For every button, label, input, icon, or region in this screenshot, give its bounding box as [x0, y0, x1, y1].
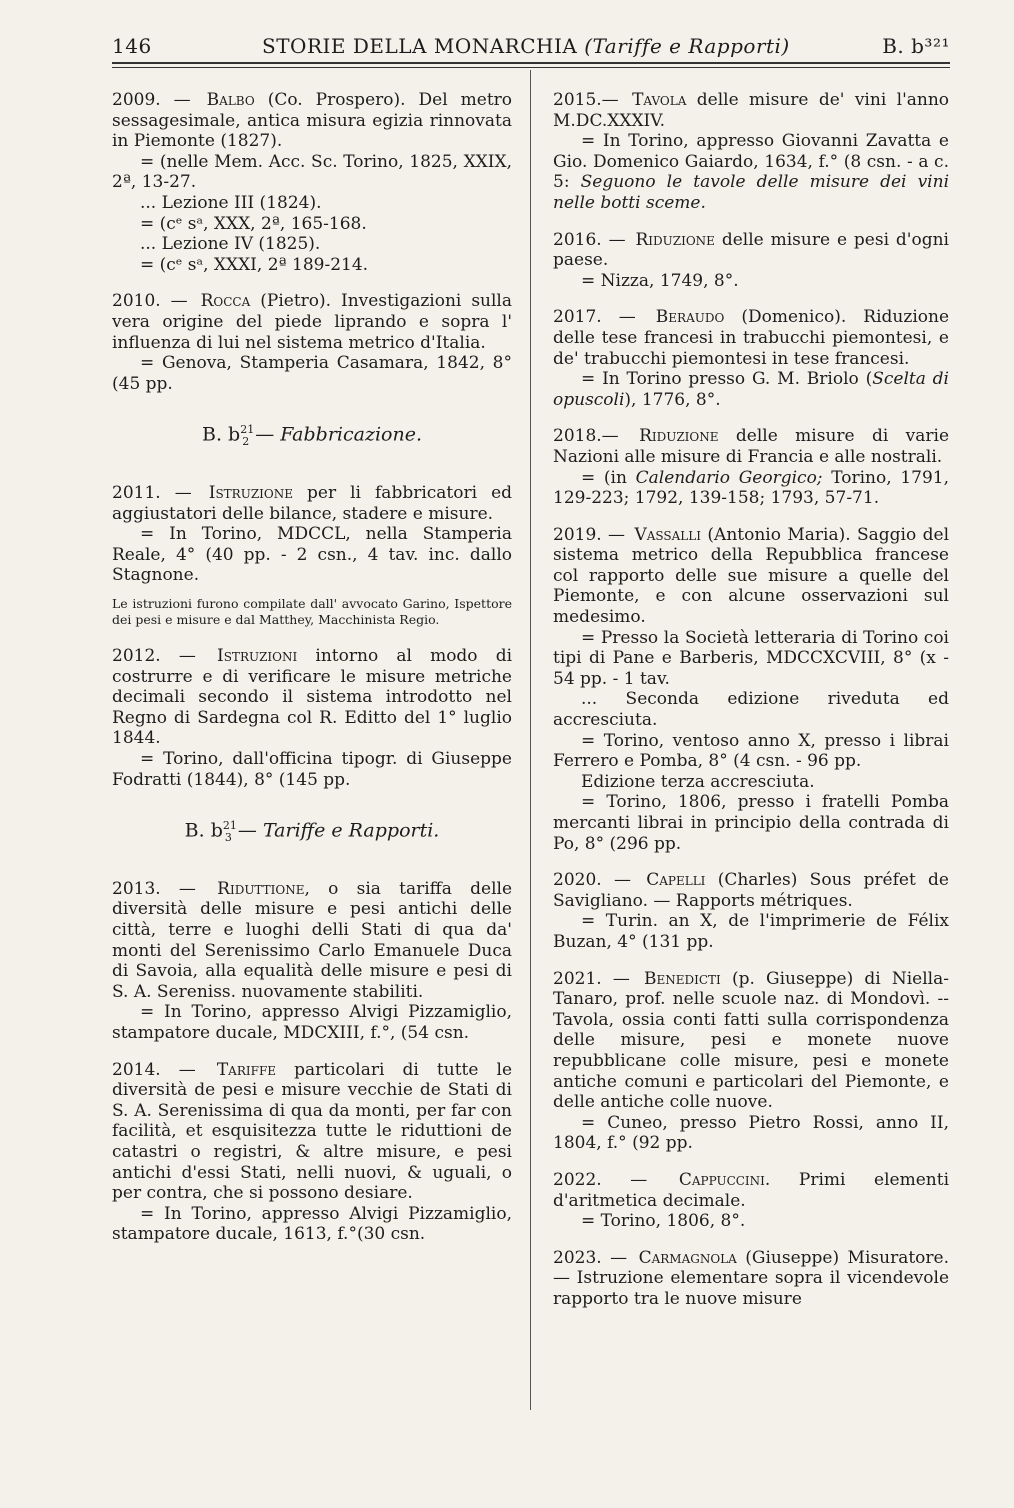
header-rule-thin	[112, 67, 950, 68]
entry-author: Tariffe	[216, 1059, 277, 1080]
section-heading-fabbricazione: B. $b^{21}_2$ — Fabbricazione.	[201, 423, 423, 449]
entry-2009: 2009. — Balbo (Co. Prospero). Del metro sessagesimale, antica misura egizia rinnovata in Piemonte (1827). = (nelle Mem. Acc. Sc. Torino, 1825, XXIX, 2ª, 13-27. ... Lezione III (1824). = (cᵉ sᵃ, XXX, 2ª, 165-168. ... Lezione IV (1825). = (cᵉ sᵃ, XXXI, 2ª 189-214.	[112, 90, 513, 275]
entry-author: Benedicti	[643, 968, 721, 989]
entry-2020: 2020. — Capelli (Charles) Sous préfet de Savigliano. — Rapports métriques. = Turin. an X, de l'imprimerie de Félix Buzan, 4° (131 pp.	[553, 870, 949, 952]
entry-author: Cappuccini.	[678, 1169, 771, 1190]
entry-2018: 2018.— Riduzione delle misure di varie Nazioni alle misure di Francia e alle nostrali. = (in Calendario Georgico; Torino, 1791, 129-223; 1792, 139-158; 1793, 57-71.	[553, 426, 950, 509]
entry-author: Vassalli	[634, 524, 701, 545]
entry-author: Istruzione	[208, 483, 293, 504]
entry-2015: 2015.— Tavola delle misure de' vini l'anno M.DC.XXXIV. = In Torino, appresso Giovanni Zavatta e Gio. Domenico Gaiardo, 1634, f.° (8 csn. - a c. 5: Seguono le tavole delle misure dei vini nelle botti sceme.	[553, 90, 950, 213]
entry-author: Istruzioni	[217, 646, 298, 666]
entry-author: Carmagnola	[638, 1247, 737, 1268]
section-code: B. b³²¹	[882, 34, 950, 58]
entry-author: Rocca	[200, 291, 251, 312]
entry-2021: 2021. — Benedicti (p. Giuseppe) di Niella-Tanaro, prof. nelle scuole naz. di Mondovì. -- Tavola, ossia conti fatti sulla corrispondenza delle misure, pesi e monete nuove repubblicane colle misure, pesi e monete antiche comuni e particolari del Piemonte, e delle antiche colle nuove. = Cuneo, presso Pietro Rossi, anno II, 1804, f.° (92 pp.	[553, 968, 949, 1154]
entry-2011: 2011. — Istruzione per li fabbricatori ed aggiustatori delle bilance, stadere e misure. = In Torino, MDCCL, nella Stamperia Reale, 4° (40 pp. - 2 csn., 4 tav. inc. dallo Stagnone. Le istruzioni furono compilate dall' avvocato Garino, Ispettore dei pesi e misure e dal Matthey, Macchinista Regio.	[112, 483, 513, 627]
entry-author: Beraudo	[655, 307, 725, 328]
entry-2012: 2012. — Istruzioni intorno al modo di costrurre e di verificare le misure metriche decimali secondo il sistema introdotto nel Regno di Sardegna col R. Editto del 1° luglio 1844. = Torino, dall'officina tipogr. di Giuseppe Fodratti (1844), 8° (145 pp.	[112, 646, 513, 790]
entry-2022: 2022. — Cappuccini. Primi elementi d'aritmetica decimale. = Torino, 1806, 8°.	[553, 1169, 950, 1232]
entry-2010: 2010. — Rocca (Pietro). Investigazioni sulla vera origine del piede liprando e sopra l' influenza di lui nel sistema metrico d'Italia. = Genova, Stamperia Casamara, 1842, 8° (45 pp.	[112, 291, 513, 394]
running-header	[112, 28, 950, 60]
section-heading-tariffe: B. $b^{21}_3$ — Tariffe e Rapporti.	[184, 819, 440, 845]
entry-author: Balbo	[206, 90, 255, 110]
entry-author: Riduzione	[635, 229, 715, 250]
entry-note: Le istruzioni furono compilate dall' avvocato Garino, Ispettore dei pesi e misure e dal Matthey, Macchinista Regio.	[112, 596, 512, 627]
entry-2016: 2016. — Riduzione delle misure e pesi d'ogni paese. = Nizza, 1749, 8°.	[553, 229, 949, 291]
running-title: STORIE DELLA MONARCHIA (Tariffe e Rapporti)	[262, 34, 790, 58]
header-rule-thick	[112, 62, 950, 64]
entry-2014: 2014. — Tariffe particolari di tutte le diversità de pesi e misure vecchie de Stati di S. A. Serenissima di qua da monti, per far con facilità, et esquisitezza tutte le riduttioni de catastri o registri, & altre misure, e pesi antichi d'essi Stati, nelli nuovi, & uguali, o per contra, che si possono desiare. = In Torino, appresso Alvigi Pizzamiglio, stampatore ducale, 1613, f.°(30 csn.	[112, 1059, 513, 1245]
right-column	[553, 90, 949, 1325]
entry-2017: 2017. — Beraudo (Domenico). Riduzione delle tese francesi in trabucchi piemontesi, e de' trabucchi piemontesi in tese francesi. = In Torino presso G. M. Briolo (Scelta di opuscoli), 1776, 8°.	[553, 307, 950, 410]
entry-2023: 2023. — Carmagnola (Giuseppe) Misuratore. — Istruzione elementare sopra il vicendevole rapporto tra le nuove misure	[553, 1247, 949, 1309]
column-divider	[530, 70, 531, 1410]
entry-2019: 2019. — Vassalli (Antonio Maria). Saggio del sistema metrico della Repubblica francese col rapporto delle sue misure a quelle del Piemonte, e con alcune osservazioni sul medesimo. = Presso la Società letteraria di Torino coi tipi di Pane e Barberis, MDCCXCVIII, 8° (x - 54 pp. - 1 tav. ... Seconda edizione riveduta ed accresciuta. = Torino, ventoso anno X, presso i librai Ferrero e Pomba, 8° (4 csn. - 96 pp. Edizione terza accresciuta. = Torino, 1806, presso i fratelli Pomba mercanti librai in principio della contrada di Po, 8° (296 pp.	[553, 524, 950, 854]
entry-2013: 2013. — Riduttione, o sia tariffa delle diversità delle misure e pesi antichi delle città, terre e luoghi delli Stati di qua da' monti del Serenissimo Carlo Emanuele Duca di Savoia, alla equalità delle misure e pesi di S. A. Sereniss. nuovamente stabiliti. = In Torino, appresso Alvigi Pizzamiglio, stampatore ducale, MDCXIII, f.°, (54 csn.	[112, 878, 513, 1044]
entry-author: Capelli	[646, 870, 706, 891]
page-number: 146	[112, 34, 152, 58]
entry-author: Tavola	[632, 90, 687, 110]
entry-author: Riduzione	[639, 426, 719, 447]
entry-author: Riduttione,	[217, 878, 310, 899]
left-column	[112, 90, 512, 1261]
